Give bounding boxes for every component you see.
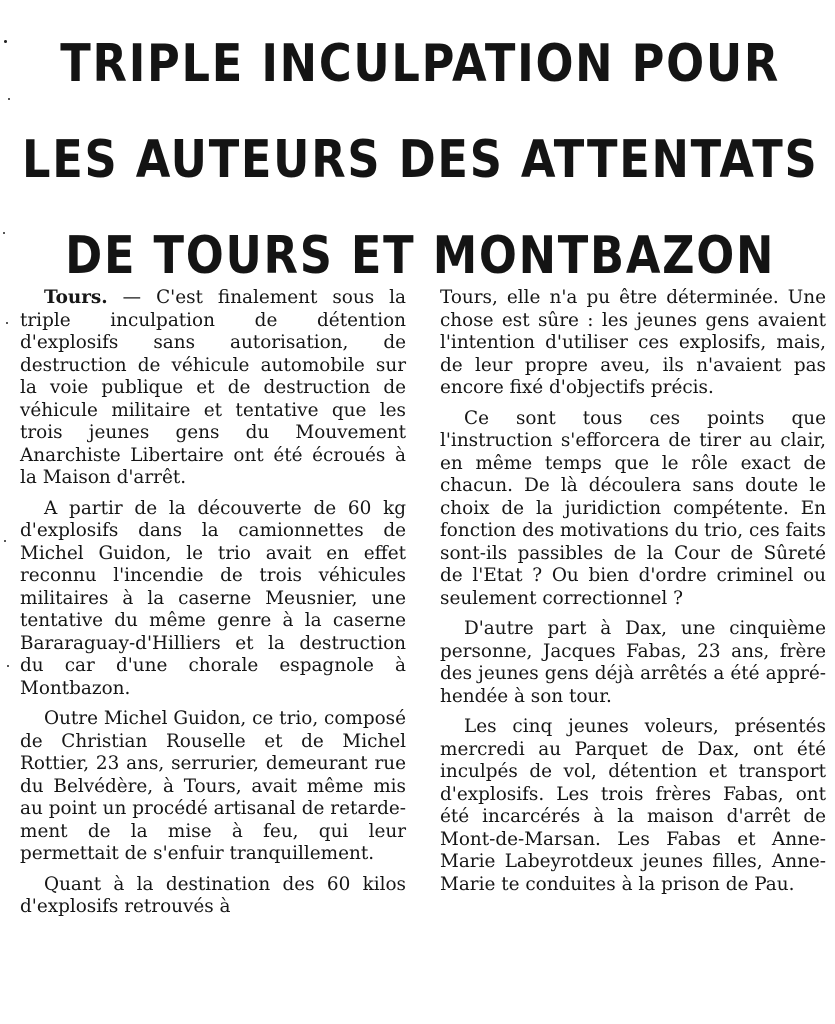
paragraph: Outre Michel Guidon, ce trio, composé de Christian Rouselle et de Michel Rottier, 23 ans, serrurier, demeurant rue du Belvédère, à Tours, avait même mis au point un procédé artisanal de retardement de la mise à feu, qui leur permettait de s'enfuir tranquillement. — [20, 708, 406, 864]
left-column — [20, 287, 406, 927]
paragraph — [20, 287, 406, 490]
print-speck — [7, 665, 9, 667]
print-speck — [4, 40, 7, 43]
print-speck — [8, 98, 10, 100]
headline-line-2: LES AUTEURS DES ATTENTATS — [22, 130, 819, 190]
paragraph: Tours, elle n'a pu être déterminée. Une chose est sûre : les jeunes gens avaient l'intention d'utiliser ces explosifs, mais, de leur propre aveu, ils n'avaient pas encore fixé d'objectifs précis. — [440, 287, 826, 398]
paragraph: Les cinq jeunes voleurs, présentés mercredi au Parquet de Dax, ont été inculpés de vol, détention et transport d'explosifs. Les trois frères Fabas, ont été incarcérés à la maison d'arrêt de Mont-de-Marsan. Les Fabas et Anne-Marie Labeyrotdeux jeunes filles, Anne-Marie te conduites à la prison de Pau. — [440, 716, 826, 895]
paragraph: D'autre part à Dax, une cinquième personne, Jacques Fabas, 23 ans, frère des jeunes gens déjà arrêtés a été appréhendée à son tour. — [440, 618, 826, 707]
headline-line-3: DE TOURS ET MONTBAZON — [65, 226, 776, 286]
paragraph-text: — C'est finalement sous la triple inculpation de détention d'explosifs sans autorisation, de destruction de véhicule automobile sur la voie publique et de destruction de véhicule militaire et tentative que les trois jeunes gens du Mouvement Anarchiste Libertaire ont été écroués à la Maison d'arrêt. — [20, 287, 406, 488]
paragraph: Ce sont tous ces points que l'instruction s'efforcera de tirer au clair, en même temps que le rôle exact de chacun. De là découlera sans doute le choix de la juridiction compétente. En fonction des motivations du trio, ces faits sont-ils passibles de la Cour de Sûreté de l'Etat ? Ou bien d'ordre criminel ou seulement correctionnel ? — [440, 407, 826, 609]
paragraph: A partir de la découverte de 60 kg d'explosifs dans la camionnettes de Michel Guidon, le trio avait en effet reconnu l'incendie de trois véhicules militaires à la caserne Meusnier, une tentative du même genre à la caserne Bararaguay-d'Hilliers et la destruction du car d'une chorale espagnole à Montbazon. — [20, 497, 406, 699]
headline-line-1: TRIPLE INCULPATION POUR — [60, 34, 781, 94]
print-speck — [3, 232, 5, 234]
headline — [22, 16, 818, 304]
paragraph: Quant à la destination des 60 kilos d'explosifs retrouvés à — [20, 873, 406, 917]
dateline: Tours. — [44, 287, 108, 308]
right-column — [440, 287, 826, 904]
print-speck — [4, 540, 6, 542]
print-speck — [6, 322, 8, 324]
